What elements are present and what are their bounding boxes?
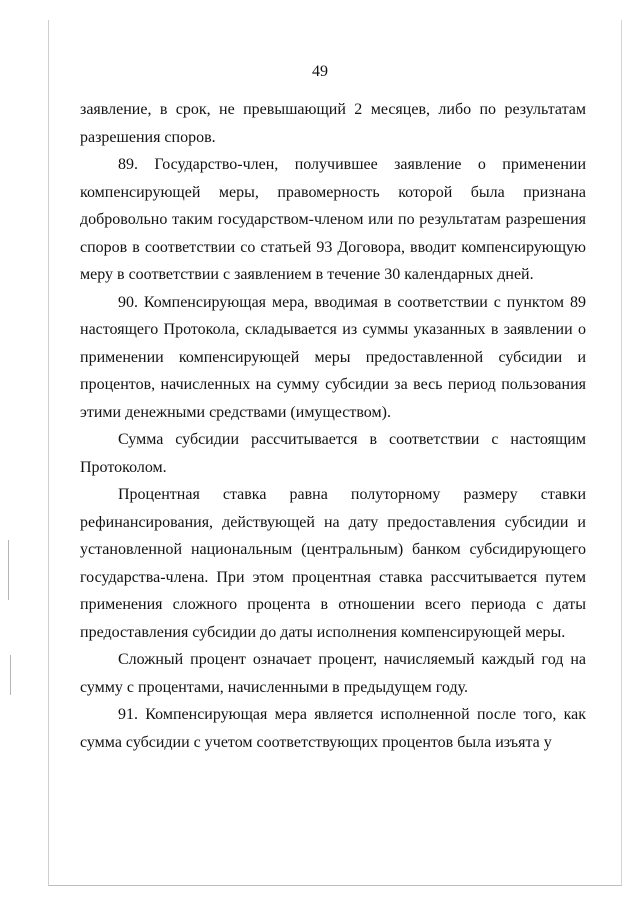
paragraph-continuation: заявление, в срок, не превышающий 2 месяцев, либо по результатам разрешения споров. — [80, 101, 586, 146]
paragraph-91: 91. Компенсирующая мера является исполненной после того, как сумма субсидии с учетом соответствующих процентов была изъята у — [80, 706, 586, 751]
page-number: 49 — [312, 63, 328, 80]
paragraph-compound-interest: Сложный процент означает процент, начисляемый каждый год на сумму с процентами, начисленными в предыдущем году. — [80, 651, 586, 696]
paragraph-89: 89. Государство-член, получившее заявление о применении компенсирующей меры, правомерность которой была признана добровольно таким государством-членом или по результатам разрешения споров в соответствии со статьей 93 Договора, вводит компенсирующую меру в соответствии с заявлением в течение 30 календарных дней. — [80, 156, 586, 283]
paragraph-subsidy-amount: Сумма субсидии рассчитывается в соответствии с настоящим Протоколом. — [80, 431, 586, 476]
scan-margin-mark — [8, 540, 9, 600]
scan-margin-mark — [10, 655, 11, 695]
paragraph-90: 90. Компенсирующая мера, вводимая в соответствии с пунктом 89 настоящего Протокола, складывается из суммы указанных в заявлении о применении компенсирующей меры предоставленной субсидии и процентов, начисленных на сумму субсидии за весь период пользования этими денежными средствами (имуществом). — [80, 293, 586, 421]
paragraph-interest-rate: Процентная ставка равна полуторному размеру ставки рефинансирования, действующей на дату предоставления субсидии и установленной национальным (центральным) банком субсидирующего государства-члена. При этом процентная ставка рассчитывается путем применения сложного процента в отношении всего периода с даты предоставления субсидии до даты исполнения компенсирующей меры. — [80, 486, 586, 641]
document-body — [80, 96, 586, 756]
